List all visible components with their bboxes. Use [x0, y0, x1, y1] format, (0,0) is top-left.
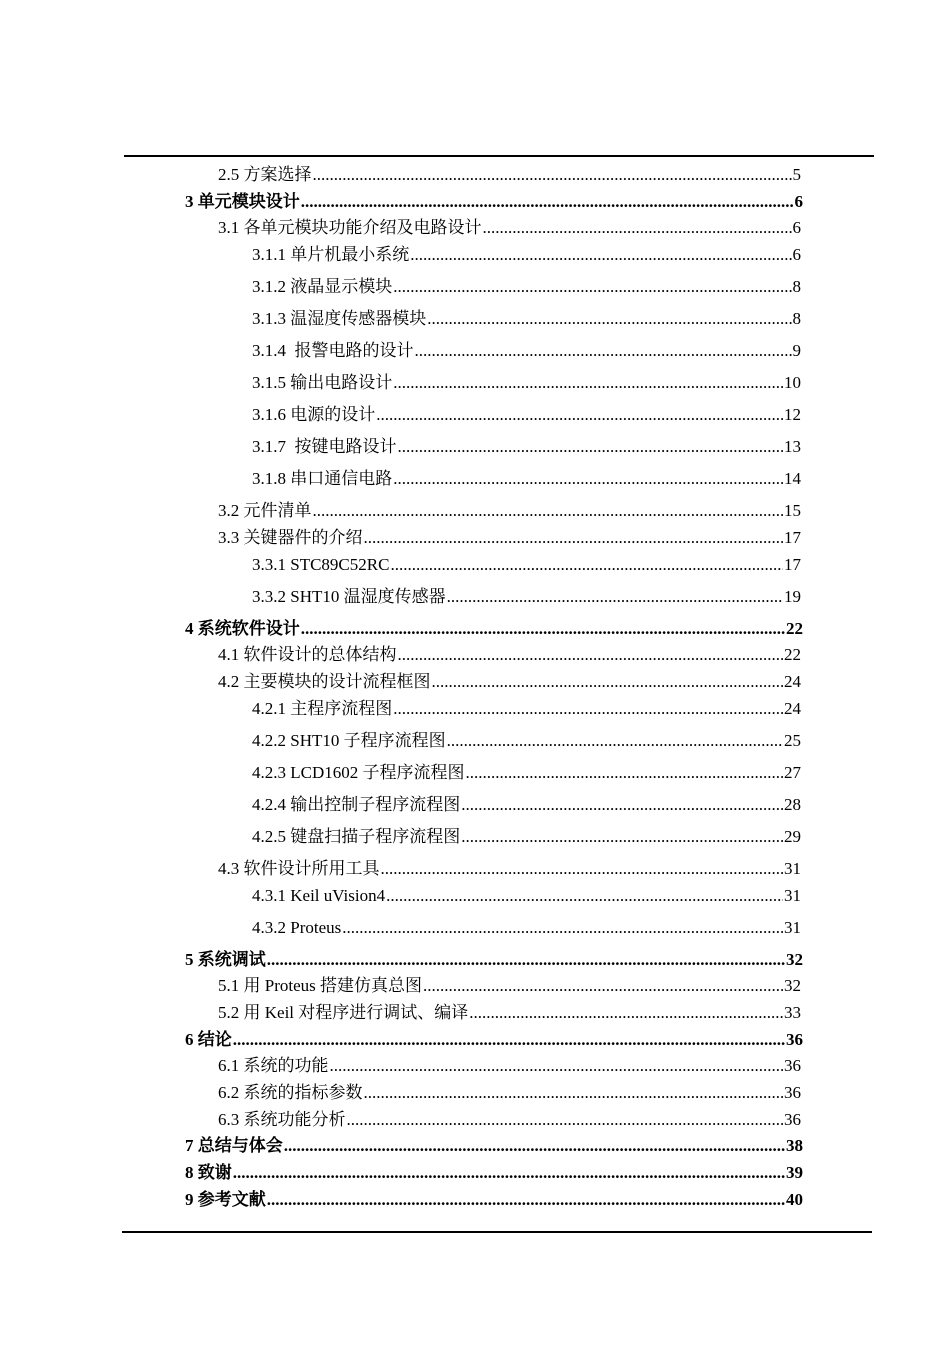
toc-page-number: 32 — [784, 976, 801, 995]
toc-entry[interactable] — [185, 1136, 801, 1156]
toc-entry[interactable] — [252, 373, 801, 393]
toc-entry-label: 3.1.5 输出电路设计 — [252, 373, 393, 392]
toc-page-number: 36 — [784, 1083, 801, 1102]
toc-entry[interactable] — [218, 976, 801, 996]
toc-leader — [447, 587, 783, 607]
toc-leader — [386, 886, 783, 906]
toc-page-number: 36 — [784, 1110, 801, 1129]
toc-entry-label: 3.3 关键器件的介绍 — [218, 528, 363, 547]
toc-entry-label: 9 参考文献 — [185, 1190, 266, 1209]
toc-leader — [301, 192, 794, 212]
toc-page-number: 33 — [784, 1003, 801, 1022]
toc-entry[interactable] — [185, 1030, 801, 1050]
toc-leader — [447, 731, 783, 751]
toc-page-number: 39 — [786, 1163, 803, 1182]
toc-entry-label: 4.3 软件设计所用工具 — [218, 859, 380, 878]
toc-page-number: 22 — [786, 619, 803, 638]
toc-entry-label: 4.1 软件设计的总体结构 — [218, 645, 397, 664]
toc-entry[interactable] — [252, 763, 801, 783]
toc-page-number: 17 — [784, 555, 801, 574]
toc-entry[interactable] — [252, 827, 801, 847]
toc-entry[interactable] — [252, 405, 801, 425]
toc-entry-label: 5 系统调试 — [185, 950, 266, 969]
toc-page-number: 31 — [784, 859, 801, 878]
toc-page-number: 13 — [784, 437, 801, 456]
toc-leader — [267, 1190, 785, 1210]
toc-page-number: 36 — [784, 1056, 801, 1075]
toc-leader — [330, 1056, 784, 1076]
toc-entry-label: 2.5 方案选择 — [218, 165, 312, 184]
toc-entry-label: 4.2.4 输出控制子程序流程图 — [252, 795, 461, 814]
toc-page-number: 36 — [786, 1030, 803, 1049]
toc-entry-label: 4.2.3 LCD1602 子程序流程图 — [252, 763, 465, 782]
toc-page-number: 6 — [794, 192, 803, 211]
toc-leader — [427, 309, 791, 329]
toc-entry-label: 3.1.3 温湿度传感器模块 — [252, 309, 427, 328]
toc-page-number: 22 — [784, 645, 801, 664]
toc-entry-label: 4.2.1 主程序流程图 — [252, 699, 393, 718]
toc-entry-label: 5.1 用 Proteus 搭建仿真总图 — [218, 976, 422, 995]
toc-entry-label: 4.2 主要模块的设计流程框图 — [218, 672, 431, 691]
top-rule — [124, 155, 874, 157]
toc-page-number: 31 — [784, 918, 801, 937]
toc-entry[interactable] — [252, 469, 801, 489]
toc-leader — [483, 218, 792, 238]
toc-leader — [393, 469, 783, 489]
toc-entry[interactable] — [185, 950, 801, 970]
toc-leader — [301, 619, 785, 639]
toc-leader — [313, 165, 792, 185]
toc-leader — [347, 1110, 784, 1130]
toc-page-number: 31 — [784, 886, 801, 905]
toc-entry-label: 3.3.2 SHT10 温湿度传感器 — [252, 587, 446, 606]
toc-entry[interactable] — [252, 587, 801, 607]
toc-entry-label: 4.2.5 键盘扫描子程序流程图 — [252, 827, 461, 846]
toc-entry[interactable] — [218, 672, 801, 692]
toc-page-number: 14 — [784, 469, 801, 488]
toc-entry-label: 4.3.1 Keil uVision4 — [252, 886, 386, 905]
toc-leader — [342, 918, 783, 938]
toc-entry-label: 6.3 系统功能分析 — [218, 1110, 346, 1129]
toc-entry-label: 4.3.2 Proteus — [252, 918, 342, 937]
toc-leader — [364, 528, 784, 548]
toc-leader — [423, 976, 783, 996]
toc-page-number: 24 — [784, 672, 801, 691]
toc-entry[interactable] — [185, 1163, 801, 1183]
toc-entry-label: 3.2 元件清单 — [218, 501, 312, 520]
toc-leader — [393, 277, 791, 297]
toc-page-number: 12 — [784, 405, 801, 424]
toc-entry-label: 8 致谢 — [185, 1163, 232, 1182]
toc-leader — [461, 827, 783, 847]
toc-leader — [398, 645, 784, 665]
toc-leader — [410, 245, 791, 265]
toc-page-number: 8 — [792, 309, 801, 328]
toc-entry-label: 4.2.2 SHT10 子程序流程图 — [252, 731, 446, 750]
toc-page-number: 28 — [784, 795, 801, 814]
toc-leader — [466, 763, 784, 783]
bottom-rule — [122, 1231, 872, 1233]
toc-entry[interactable] — [252, 277, 801, 297]
toc-entry[interactable] — [218, 1056, 801, 1076]
toc-page-number: 8 — [792, 277, 801, 296]
toc-entry-label: 3.1.4 报警电路的设计 — [252, 341, 414, 360]
toc-entry-label: 6 结论 — [185, 1030, 232, 1049]
toc-entry[interactable] — [252, 699, 801, 719]
toc-page-number: 38 — [786, 1136, 803, 1155]
toc-page-number: 27 — [784, 763, 801, 782]
toc-entry-label: 6.1 系统的功能 — [218, 1056, 329, 1075]
toc-entry[interactable] — [218, 218, 801, 238]
toc-leader — [381, 859, 784, 879]
toc-entry[interactable] — [252, 795, 801, 815]
toc-page-number: 29 — [784, 827, 801, 846]
toc-entry[interactable] — [218, 165, 801, 185]
toc-page-number: 32 — [786, 950, 803, 969]
toc-leader — [364, 1083, 784, 1103]
toc-entry[interactable] — [252, 555, 801, 575]
toc-page-number: 10 — [784, 373, 801, 392]
toc-entry[interactable] — [252, 731, 801, 751]
toc-leader — [267, 950, 785, 970]
toc-entry[interactable] — [218, 528, 801, 548]
toc-entry[interactable] — [252, 918, 801, 938]
toc-page-number: 9 — [792, 341, 801, 360]
toc-entry-label: 3 单元模块设计 — [185, 192, 300, 211]
toc-leader — [284, 1136, 785, 1156]
toc-leader — [313, 501, 784, 521]
toc-entry[interactable] — [218, 1003, 801, 1023]
toc-leader — [233, 1163, 785, 1183]
toc-leader — [393, 699, 783, 719]
toc-leader — [461, 795, 783, 815]
toc-page-number: 6 — [792, 218, 801, 237]
toc-leader — [390, 555, 783, 575]
toc-entry-label: 3.1.7 按键电路设计 — [252, 437, 397, 456]
toc-page-number: 6 — [792, 245, 801, 264]
toc-page-number: 24 — [784, 699, 801, 718]
toc-page-number: 25 — [784, 731, 801, 750]
toc-entry[interactable] — [252, 437, 801, 457]
toc-leader — [415, 341, 792, 361]
toc-entry[interactable] — [252, 341, 801, 361]
toc-entry[interactable] — [218, 501, 801, 521]
toc-entry-label: 3.1 各单元模块功能介绍及电路设计 — [218, 218, 482, 237]
toc-entry[interactable] — [252, 886, 801, 906]
toc-entry[interactable] — [185, 1190, 801, 1210]
toc-entry[interactable] — [218, 645, 801, 665]
toc-page-number: 17 — [784, 528, 801, 547]
toc-entry-label: 5.2 用 Keil 对程序进行调试、编译 — [218, 1003, 469, 1022]
toc-entry-label: 3.3.1 STC89C52RC — [252, 555, 390, 574]
toc-entry[interactable] — [185, 619, 801, 639]
toc-entry[interactable] — [218, 1083, 801, 1103]
toc-entry[interactable] — [252, 245, 801, 265]
toc-entry-label: 6.2 系统的指标参数 — [218, 1083, 363, 1102]
toc-entry-label: 3.1.1 单片机最小系统 — [252, 245, 410, 264]
toc-leader — [469, 1003, 783, 1023]
toc-entry[interactable] — [185, 192, 801, 212]
toc-entry-label: 3.1.6 电源的设计 — [252, 405, 376, 424]
toc-entry[interactable] — [218, 859, 801, 879]
toc-leader — [376, 405, 783, 425]
toc-leader — [233, 1030, 785, 1050]
toc-entry-label: 3.1.8 串口通信电路 — [252, 469, 393, 488]
toc-page-number: 15 — [784, 501, 801, 520]
toc-entry[interactable] — [218, 1110, 801, 1130]
toc-entry-label: 4 系统软件设计 — [185, 619, 300, 638]
toc-page-number: 19 — [784, 587, 801, 606]
toc-page-number: 40 — [786, 1190, 803, 1209]
toc-leader — [432, 672, 784, 692]
toc-entry-label: 3.1.2 液晶显示模块 — [252, 277, 393, 296]
toc-entry[interactable] — [252, 309, 801, 329]
toc-entry-label: 7 总结与体会 — [185, 1136, 283, 1155]
toc-page-number: 5 — [792, 165, 801, 184]
toc-leader — [398, 437, 784, 457]
toc-leader — [393, 373, 783, 393]
